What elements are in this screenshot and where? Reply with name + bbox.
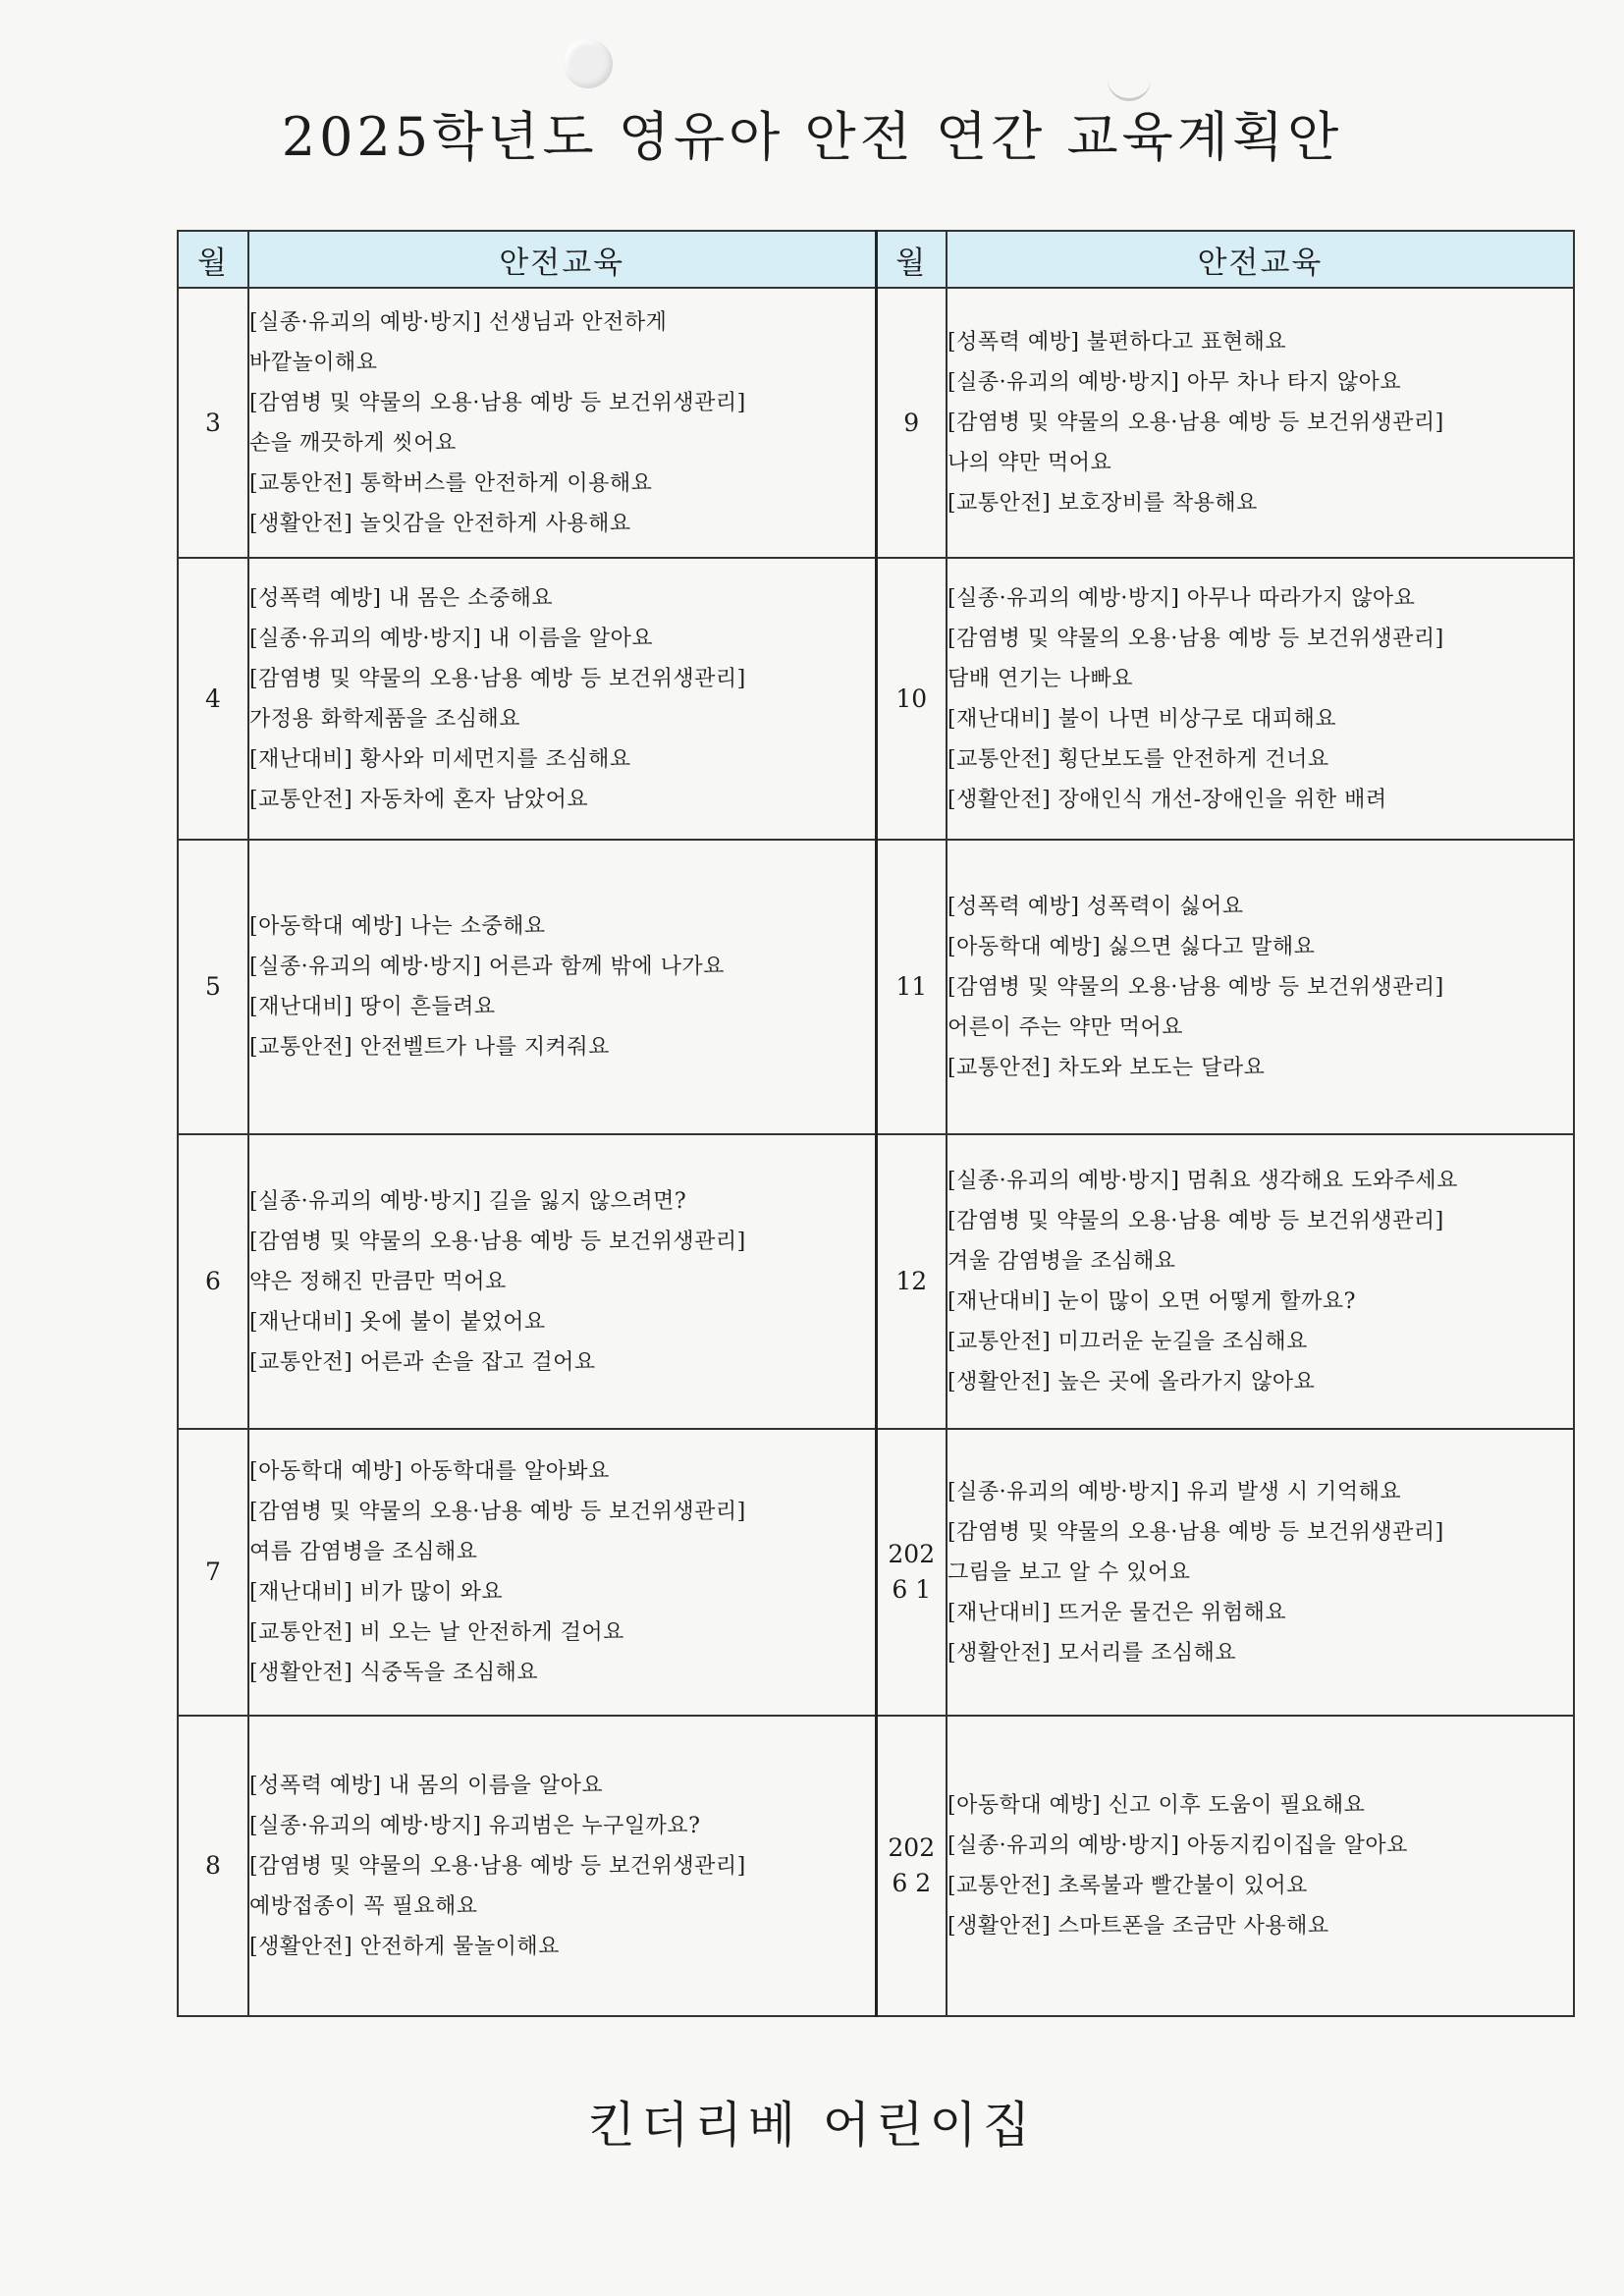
- education-item: [성폭력 예방] 내 몸은 소중해요: [249, 585, 554, 611]
- header-month-left: 월: [178, 231, 248, 288]
- education-item: [감염병 및 약물의 오용·남용 예방 등 보건위생관리]: [249, 1500, 746, 1524]
- month-label: 9: [903, 408, 920, 437]
- education-item: [생활안전] 안전하게 물놀이해요: [249, 1934, 560, 1959]
- month-label: 3: [205, 408, 221, 437]
- education-cell: [248, 288, 876, 558]
- month-cell: [178, 1716, 248, 2016]
- month-label: 6: [205, 1267, 221, 1295]
- table-row: [178, 840, 1574, 1134]
- education-item: [성폭력 예방] 불편하다고 표현해요: [947, 330, 1287, 355]
- education-cell: [248, 1429, 876, 1716]
- education-item: [감염병 및 약물의 오용·남용 예방 등 보건위생관리]: [249, 666, 746, 691]
- table-row: [178, 1716, 1574, 2016]
- education-item: 겨울 감염병을 조심해요: [947, 1249, 1176, 1274]
- month-cell: [876, 288, 947, 558]
- education-item: [감염병 및 약물의 오용·남용 예방 등 보건위생관리]: [249, 1229, 746, 1254]
- education-cell: [248, 1134, 876, 1429]
- education-item: [아동학대 예방] 아동학대를 알아봐요: [249, 1459, 610, 1484]
- education-item: [재난대비] 눈이 많이 오면 어떻게 할까요?: [947, 1289, 1356, 1314]
- education-item: [교통안전] 횡단보도를 안전하게 건너요: [947, 746, 1329, 772]
- education-item: [감염병 및 약물의 오용·남용 예방 등 보건위생관리]: [249, 390, 746, 415]
- education-item: [교통안전] 초록불과 빨간불이 있어요: [947, 1874, 1308, 1898]
- education-item: [실종·유괴의 예방·방지] 유괴범은 누구일까요?: [249, 1813, 701, 1838]
- education-item: [생활안전] 높은 곳에 올라가지 않아요: [947, 1370, 1316, 1394]
- education-item: [생활안전] 스마트폰을 조금만 사용해요: [947, 1914, 1329, 1939]
- education-cell: [248, 840, 876, 1134]
- month-cell: [178, 1429, 248, 1716]
- header-education-right: 안전교육: [947, 231, 1574, 288]
- education-cell: [248, 558, 876, 840]
- education-item: [성폭력 예방] 성폭력이 싫어요: [947, 894, 1244, 919]
- education-item: 바깥놀이해요: [249, 350, 378, 375]
- education-item: [교통안전] 비 오는 날 안전하게 걸어요: [249, 1620, 624, 1645]
- education-item: [교통안전] 안전벨트가 나를 지켜줘요: [249, 1035, 610, 1060]
- month-label: 8: [205, 1851, 221, 1880]
- education-item: [교통안전] 통학버스를 안전하게 이용해요: [249, 470, 653, 496]
- education-item: [실종·유괴의 예방·방지] 아무나 따라가지 않아요: [947, 585, 1416, 611]
- education-cell: [947, 558, 1574, 840]
- month-cell: [876, 1716, 947, 2016]
- education-item: [재난대비] 뜨거운 물건은 위험해요: [947, 1600, 1287, 1625]
- education-item: [생활안전] 장애인식 개선-장애인을 위한 배려: [947, 787, 1387, 812]
- education-item: [실종·유괴의 예방·방지] 유괴 발생 시 기억해요: [947, 1479, 1402, 1504]
- education-item: 가정용 화학제품을 조심해요: [249, 706, 521, 732]
- education-cell: [248, 1716, 876, 2016]
- education-item: [교통안전] 자동차에 혼자 남았어요: [249, 787, 589, 812]
- month-cell: [178, 840, 248, 1134]
- month-cell: [178, 288, 248, 558]
- table-row: [178, 288, 1574, 558]
- education-item: [교통안전] 어른과 손을 잡고 걸어요: [249, 1349, 596, 1375]
- education-cell: [947, 1716, 1574, 2016]
- education-cell: [947, 288, 1574, 558]
- education-item: [실종·유괴의 예방·방지] 내 이름을 알아요: [249, 626, 654, 651]
- education-cell: [947, 1429, 1574, 1716]
- education-item: [실종·유괴의 예방·방지] 길을 잃지 않으려면?: [249, 1188, 687, 1214]
- month-label: 4: [205, 683, 221, 713]
- education-item: [실종·유괴의 예방·방지] 멈춰요 생각해요 도와주세요: [947, 1169, 1458, 1193]
- month-label: 11: [895, 972, 928, 1001]
- education-item: [아동학대 예방] 신고 이후 도움이 필요해요: [947, 1793, 1366, 1818]
- paper-crease-mark: [1108, 69, 1151, 101]
- month-label: 12: [895, 1267, 928, 1295]
- month-cell: [876, 1429, 947, 1716]
- education-item: [생활안전] 놀잇감을 안전하게 사용해요: [249, 511, 631, 536]
- education-item: [재난대비] 옷에 불이 붙었어요: [249, 1309, 546, 1335]
- education-item: 약은 정해진 만큼만 먹어요: [249, 1269, 507, 1294]
- table-row: [178, 1429, 1574, 1716]
- table-row: [178, 1134, 1574, 1429]
- header-education-left: 안전교육: [248, 231, 876, 288]
- month-cell: [876, 840, 947, 1134]
- month-label: 7: [205, 1558, 221, 1586]
- month-label: 2026 2: [888, 1833, 936, 1897]
- month-cell: [178, 558, 248, 840]
- education-item: [교통안전] 보호장비를 착용해요: [947, 491, 1258, 516]
- education-item: [실종·유괴의 예방·방지] 선생님과 안전하게: [249, 309, 668, 335]
- table-row: [178, 558, 1574, 840]
- education-item: [재난대비] 땅이 흔들려요: [249, 995, 496, 1019]
- document-title: 2025학년도 영유아 안전 연간 교육계획안: [281, 106, 1343, 168]
- month-cell: [178, 1134, 248, 1429]
- education-item: [교통안전] 미끄러운 눈길을 조심해요: [947, 1330, 1308, 1354]
- institution-name: 킨더리베 어린이집: [587, 2097, 1037, 2154]
- education-item: 여름 감염병을 조심해요: [249, 1540, 478, 1564]
- education-item: 나의 약만 먹어요: [947, 451, 1112, 475]
- education-item: 담배 연기는 나빠요: [947, 666, 1134, 691]
- education-item: 예방접종이 꼭 필요해요: [249, 1893, 478, 1919]
- education-item: 그림을 보고 알 수 있어요: [947, 1559, 1191, 1585]
- education-cell: [947, 1134, 1574, 1429]
- education-item: [감염병 및 약물의 오용·남용 예방 등 보건위생관리]: [947, 626, 1444, 651]
- education-item: [감염병 및 약물의 오용·남용 예방 등 보건위생관리]: [249, 1853, 746, 1879]
- education-item: [재난대비] 비가 많이 와요: [249, 1580, 504, 1605]
- education-item: [실종·유괴의 예방·방지] 아무 차나 타지 않아요: [947, 370, 1402, 395]
- safety-education-plan-table: [177, 230, 1575, 2017]
- month-label: 10: [895, 683, 928, 713]
- education-item: [생활안전] 모서리를 조심해요: [947, 1640, 1237, 1666]
- education-item: [생활안전] 식중독을 조심해요: [249, 1661, 539, 1685]
- education-item: [아동학대 예방] 나는 소중해요: [249, 914, 546, 939]
- education-item: [성폭력 예방] 내 몸의 이름을 알아요: [249, 1773, 604, 1798]
- education-item: [교통안전] 차도와 보도는 달라요: [947, 1055, 1266, 1080]
- education-item: [감염병 및 약물의 오용·남용 예방 등 보건위생관리]: [947, 410, 1444, 435]
- education-item: [감염병 및 약물의 오용·남용 예방 등 보건위생관리]: [947, 1519, 1444, 1545]
- header-month-right: 월: [876, 231, 947, 288]
- table-body: [178, 288, 1574, 2016]
- education-item: [실종·유괴의 예방·방지] 아동지킴이집을 알아요: [947, 1833, 1408, 1858]
- education-item: [감염병 및 약물의 오용·남용 예방 등 보건위생관리]: [947, 1209, 1444, 1233]
- education-item: [감염병 및 약물의 오용·남용 예방 등 보건위생관리]: [947, 974, 1444, 1000]
- education-item: 손을 깨끗하게 씻어요: [249, 430, 457, 456]
- education-item: 어른이 주는 약만 먹어요: [947, 1014, 1184, 1040]
- punch-hole-mark: [564, 39, 613, 88]
- month-label: 5: [205, 972, 221, 1001]
- education-cell: [947, 840, 1574, 1134]
- education-item: [재난대비] 황사와 미세먼지를 조심해요: [249, 746, 631, 772]
- month-label: 2026 1: [888, 1540, 936, 1604]
- education-item: [재난대비] 불이 나면 비상구로 대피해요: [947, 706, 1337, 732]
- month-cell: [876, 558, 947, 840]
- education-item: [아동학대 예방] 싫으면 싫다고 말해요: [947, 934, 1316, 959]
- education-item: [실종·유괴의 예방·방지] 어른과 함께 밖에 나가요: [249, 955, 725, 979]
- month-cell: [876, 1134, 947, 1429]
- table-header-row: [178, 231, 1574, 288]
